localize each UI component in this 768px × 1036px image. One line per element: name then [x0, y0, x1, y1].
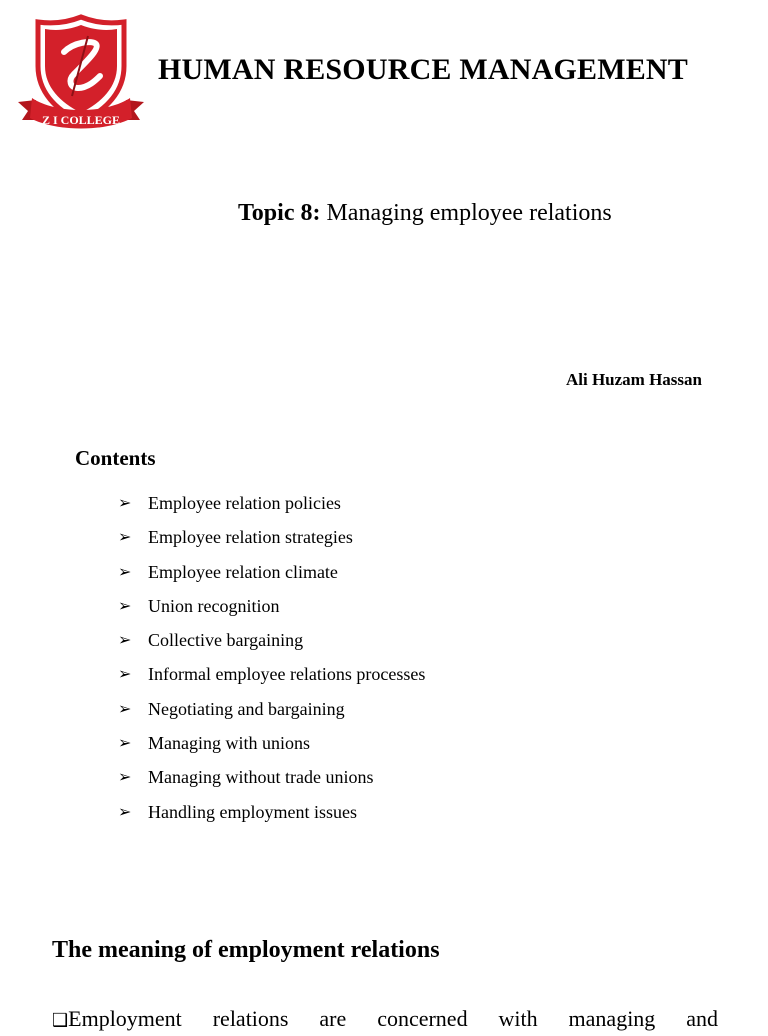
list-item: [118, 560, 425, 594]
list-item-label: Handling employment issues: [148, 801, 357, 822]
college-logo: [16, 14, 146, 136]
list-item: [118, 765, 425, 799]
list-item: [118, 525, 425, 559]
paragraph-text: Employment relations are concerned with managing and: [68, 1006, 718, 1031]
list-item-label: Negotiating and bargaining: [148, 698, 345, 719]
arrowhead-bullet-icon: ➢: [118, 767, 132, 787]
list-item-label: Union recognition: [148, 595, 280, 616]
arrowhead-bullet-icon: ➢: [118, 527, 132, 547]
arrowhead-bullet-icon: ➢: [118, 595, 132, 615]
topic-title: Managing employee relations: [326, 200, 612, 226]
topic-line: [238, 200, 612, 227]
arrowhead-bullet-icon: ➢: [118, 664, 132, 684]
list-item: [118, 628, 425, 662]
arrowhead-bullet-icon: ➢: [118, 801, 132, 821]
arrowhead-bullet-icon: ➢: [118, 733, 132, 753]
list-item: [118, 662, 425, 696]
list-item-label: Managing with unions: [148, 733, 310, 754]
list-item-label: Informal employee relations processes: [148, 664, 426, 685]
arrowhead-bullet-icon: ➢: [118, 561, 132, 581]
section-paragraph: [52, 1004, 718, 1036]
contents-heading: Contents: [75, 446, 156, 470]
document-title: HUMAN RESOURCE MANAGEMENT: [158, 53, 688, 86]
section-heading: The meaning of employment relations: [52, 937, 440, 963]
arrowhead-bullet-icon: ➢: [118, 698, 132, 718]
list-item-label: Employee relation policies: [148, 493, 341, 513]
list-item: [118, 594, 425, 628]
list-item: [118, 800, 425, 834]
list-item-label: Collective bargaining: [148, 630, 304, 651]
arrowhead-bullet-icon: ➢: [118, 630, 132, 650]
list-item-label: Employee relation climate: [148, 561, 338, 582]
author-name: Ali Huzam Hassan: [565, 370, 702, 389]
list-item: [118, 491, 425, 525]
list-item-label: Employee relation strategies: [148, 527, 353, 548]
contents-list: [118, 491, 425, 834]
list-item: [118, 731, 425, 765]
arrowhead-bullet-icon: ➢: [118, 493, 132, 512]
square-bullet-icon: ❑: [52, 1010, 69, 1031]
topic-number: Topic 8:: [238, 200, 321, 226]
list-item-label: Managing without trade unions: [148, 767, 374, 788]
logo-ribbon-text: Z I COLLEGE: [41, 113, 121, 127]
list-item: [118, 697, 425, 731]
